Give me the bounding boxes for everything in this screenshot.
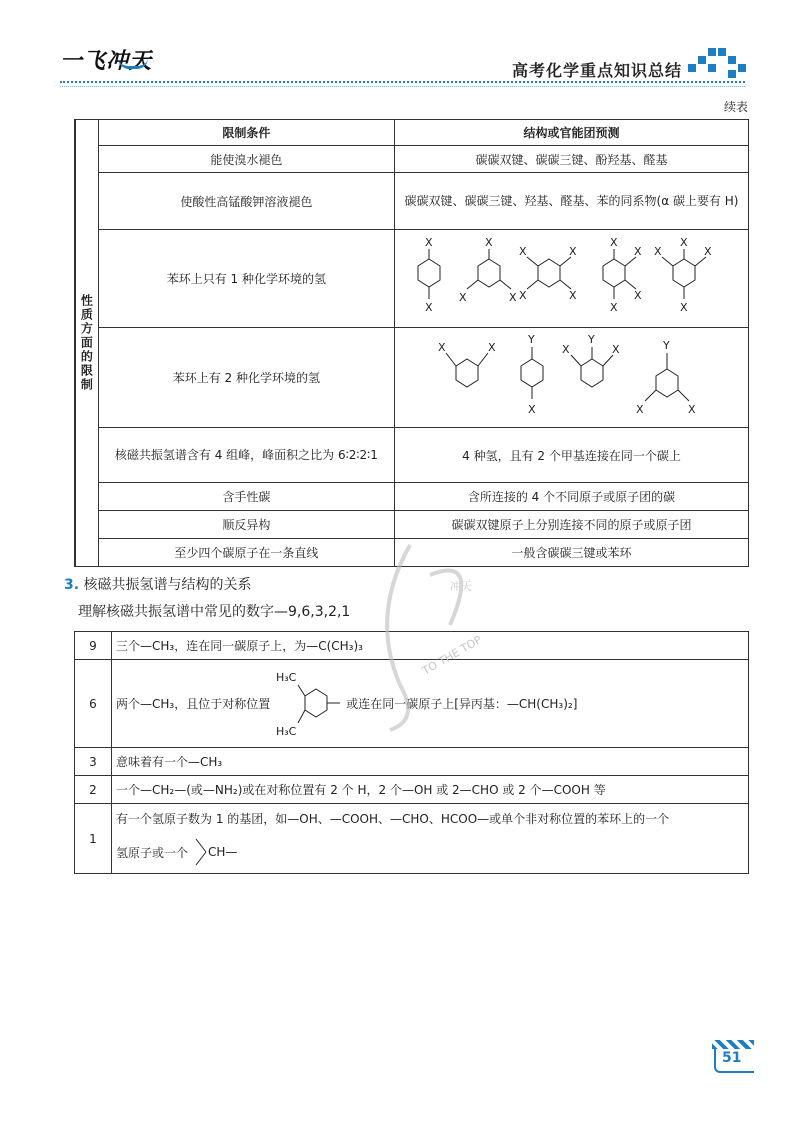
meaning-text-a: 两个—CH₃，且位于对称位置 [116,697,271,711]
column-header-structure: 结构或官能团预测 [395,120,749,146]
condition-cell: 至少四个碳原子在一条直线 [98,539,394,567]
column-header-condition: 限制条件 [98,120,394,146]
condition-cell: 含手性碳 [98,483,394,511]
peak-number: 1 [75,804,112,874]
table-row [75,428,749,483]
prediction-cell: 碳碳双键、碳碳三键、羟基、醛基、苯的同系物(α 碳上要有 H) [395,173,749,230]
meaning-text-b: 氢原子或一个 [116,845,189,860]
substituent-x: X [680,236,688,249]
condition-cell: 使酸性高锰酸钾溶液褪色 [98,173,394,230]
table-row [75,748,749,776]
page-number: 51 [722,1050,742,1066]
section-number: 3. [64,577,80,593]
table-header-row [75,120,749,146]
substituent-x: X [437,341,446,354]
meaning-cell [112,804,749,874]
substituent-x: X [704,245,712,258]
side-label-cell [75,120,98,567]
header-rule-2 [60,86,745,87]
condition-cell: 苯环上只有 1 种化学环境的氢 [98,230,394,328]
table-row [75,660,749,748]
substituent-x: X [425,301,433,314]
peak-number: 9 [75,632,112,660]
condition-cell: 能使溴水褪色 [98,146,394,173]
page-header [0,0,800,90]
brand-logo: 一飞冲天 [60,48,153,74]
meaning-cell: 三个—CH₃，连在同一碳原子上，为—C(CH₃)₃ [112,632,749,660]
substituent-x: X [487,341,496,354]
table-row [75,804,749,874]
watermark-brand: 冲天 [450,580,472,593]
substituent-x: X [561,343,570,356]
substituent-x: X [635,403,644,416]
section-title: 核磁共振氢谱与结构的关系 [83,577,252,593]
section-subtitle: 理解核磁共振氢谱中常见的数字—9,6,3,2,1 [78,604,351,620]
side-label: 性质方面的限制 [79,294,94,392]
watermark-text: TO THE TOP [420,633,484,678]
prediction-cell: 含所连接的 4 个不同原子或原子团的碳 [395,483,749,511]
substituent-x: X [459,291,467,304]
table-row [75,230,749,328]
table-row [75,483,749,511]
substituent-x: X [519,289,527,302]
substituent-x: X [687,403,696,416]
peak-number: 3 [75,748,112,776]
substituent-x: X [610,301,618,314]
substituent-x: X [425,236,433,249]
methyl-label-bottom: H₃C [276,724,297,738]
methyl-label-top: H₃C [276,670,297,684]
table-row [75,328,749,428]
branch-bond-icon [194,837,208,867]
substituent-x: X [680,301,688,314]
substituent-x: X [485,236,493,249]
book-title: 高考化学重点知识总结 [511,61,682,80]
prediction-cell: 碳碳双键原子上分别连接不同的原子或原子团 [395,511,749,539]
substituent-y: Y [587,333,595,346]
header-rule [60,81,745,83]
peak-number: 6 [75,660,112,748]
substituent-x: X [569,245,577,258]
benzene-structures-one-h [399,231,744,323]
structure-cell [395,230,749,328]
table-row [75,539,749,567]
section-heading [64,574,252,594]
substituent-y: Y [527,333,535,346]
substituent-x: X [634,289,642,302]
meaning-text-c: CH— [208,845,238,859]
substituent-y: Y [662,339,670,352]
substituent-x: X [569,289,577,302]
table-row [75,173,749,230]
meaning-cell: 一个—CH₂—(或—NH₂)或在对称位置有 2 个 H，2 个—OH 或 2—CHO 或 2 个—COOH 等 [112,776,749,804]
structure-cell [395,328,749,428]
substituent-x: X [519,245,527,258]
substituent-x: X [654,245,662,258]
prediction-cell: 一般含碳碳三键或苯环 [395,539,749,567]
meaning-text-a: 有一个氢原子数为 1 的基团，如—OH、—COOH、—CHO、HCOO—或单个非对称位置的苯环上的一个 [116,812,670,826]
condition-cell: 顺反异构 [98,511,394,539]
substituent-x: X [610,236,618,249]
table-row [75,776,749,804]
table-row [75,146,749,173]
prediction-cell: 4 种氢，且有 2 个甲基连接在同一个碳上 [395,428,749,483]
page-number-stripes [712,1040,754,1049]
peak-number: 2 [75,776,112,804]
substituent-x: X [634,245,642,258]
substituent-x: X [611,343,620,356]
restriction-table [74,119,749,567]
condition-cell: 苯环上有 2 种化学环境的氢 [98,328,394,428]
condition-cell: 核磁共振氢谱含有 4 组峰，峰面积之比为 6∶2∶2∶1 [98,428,394,483]
meaning-text-b: 或连在同一碳原子上[异丙基：—CH(CH₃)₂] [346,697,578,711]
meaning-cell [112,660,749,748]
benzene-structures-two-h [432,329,712,423]
nmr-number-table [74,631,749,874]
table-row [75,511,749,539]
page-number-badge [708,1040,754,1076]
meaning-cell: 意味着有一个—CH₃ [112,748,749,776]
table-row [75,632,749,660]
prediction-cell: 碳碳双键、碳碳三键、酚羟基、醛基 [395,146,749,173]
substituent-x: X [509,291,517,304]
substituent-x: X [527,403,536,416]
dimethyl-benzene-structure [276,661,346,747]
header-decoration [688,48,750,78]
continued-label: 续表 [723,100,748,114]
